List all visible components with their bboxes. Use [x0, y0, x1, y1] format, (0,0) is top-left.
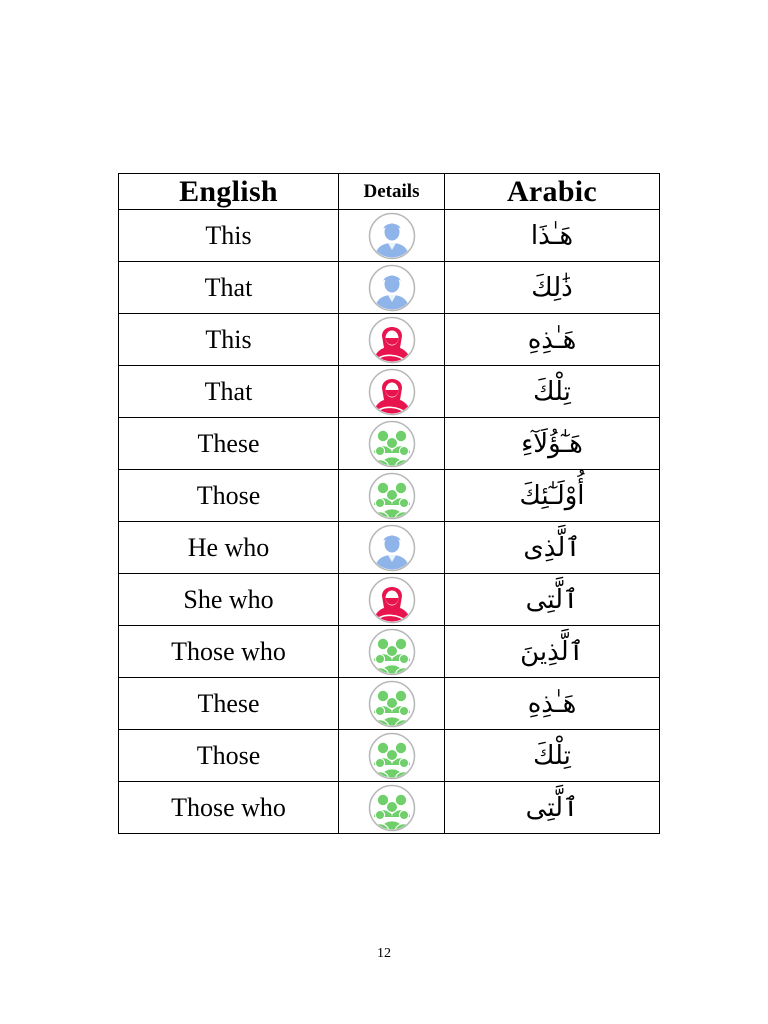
group-icon	[368, 732, 416, 780]
arabic-cell: هَـٰذِهِ	[445, 678, 660, 730]
arabic-cell: هَـٰذِهِ	[445, 314, 660, 366]
arabic-cell: ٱلَّذِينَ	[445, 626, 660, 678]
arabic-cell: أُوْلَـٰٓئِكَ	[445, 470, 660, 522]
english-cell: This	[119, 210, 339, 262]
header-english: English	[119, 174, 339, 210]
details-cell	[339, 418, 445, 470]
details-cell	[339, 522, 445, 574]
group-icon	[368, 420, 416, 468]
group-icon	[368, 680, 416, 728]
english-cell: That	[119, 262, 339, 314]
table-row	[119, 730, 660, 782]
table-row	[119, 210, 660, 262]
header-arabic: Arabic	[445, 174, 660, 210]
table-row	[119, 418, 660, 470]
arabic-cell: ٱلَّتِى	[445, 574, 660, 626]
group-icon	[368, 628, 416, 676]
arabic-cell: هَـٰٓؤُلَآءِ	[445, 418, 660, 470]
female-person-icon	[368, 576, 416, 624]
english-cell: These	[119, 418, 339, 470]
vocabulary-table	[118, 173, 660, 834]
arabic-cell: تِلْكَ	[445, 730, 660, 782]
table-row	[119, 626, 660, 678]
page-number: 12	[377, 946, 391, 961]
table-row	[119, 262, 660, 314]
details-cell	[339, 470, 445, 522]
arabic-cell: ٱلَّذِى	[445, 522, 660, 574]
english-cell: He who	[119, 522, 339, 574]
details-cell	[339, 678, 445, 730]
table-row	[119, 782, 660, 834]
english-cell: This	[119, 314, 339, 366]
arabic-cell: تِلْكَ	[445, 366, 660, 418]
group-icon	[368, 472, 416, 520]
english-cell: These	[119, 678, 339, 730]
english-cell: Those	[119, 470, 339, 522]
arabic-cell: ٱلَّتِى	[445, 782, 660, 834]
female-person-icon	[368, 368, 416, 416]
english-cell: Those who	[119, 782, 339, 834]
english-cell: Those	[119, 730, 339, 782]
female-person-icon	[368, 316, 416, 364]
details-cell	[339, 574, 445, 626]
table-row	[119, 314, 660, 366]
details-cell	[339, 782, 445, 834]
table-row	[119, 678, 660, 730]
arabic-cell: ذَٰلِكَ	[445, 262, 660, 314]
details-cell	[339, 366, 445, 418]
table-row	[119, 574, 660, 626]
table-row	[119, 366, 660, 418]
english-cell: Those who	[119, 626, 339, 678]
table-row	[119, 470, 660, 522]
details-cell	[339, 314, 445, 366]
male-person-icon	[368, 264, 416, 312]
group-icon	[368, 784, 416, 832]
male-person-icon	[368, 212, 416, 260]
english-cell: That	[119, 366, 339, 418]
details-cell	[339, 730, 445, 782]
details-cell	[339, 262, 445, 314]
table-header-row	[119, 174, 660, 210]
english-cell: She who	[119, 574, 339, 626]
table-row	[119, 522, 660, 574]
details-cell	[339, 626, 445, 678]
header-details: Details	[339, 174, 445, 210]
arabic-cell: هَـٰذَا	[445, 210, 660, 262]
male-person-icon	[368, 524, 416, 572]
details-cell	[339, 210, 445, 262]
